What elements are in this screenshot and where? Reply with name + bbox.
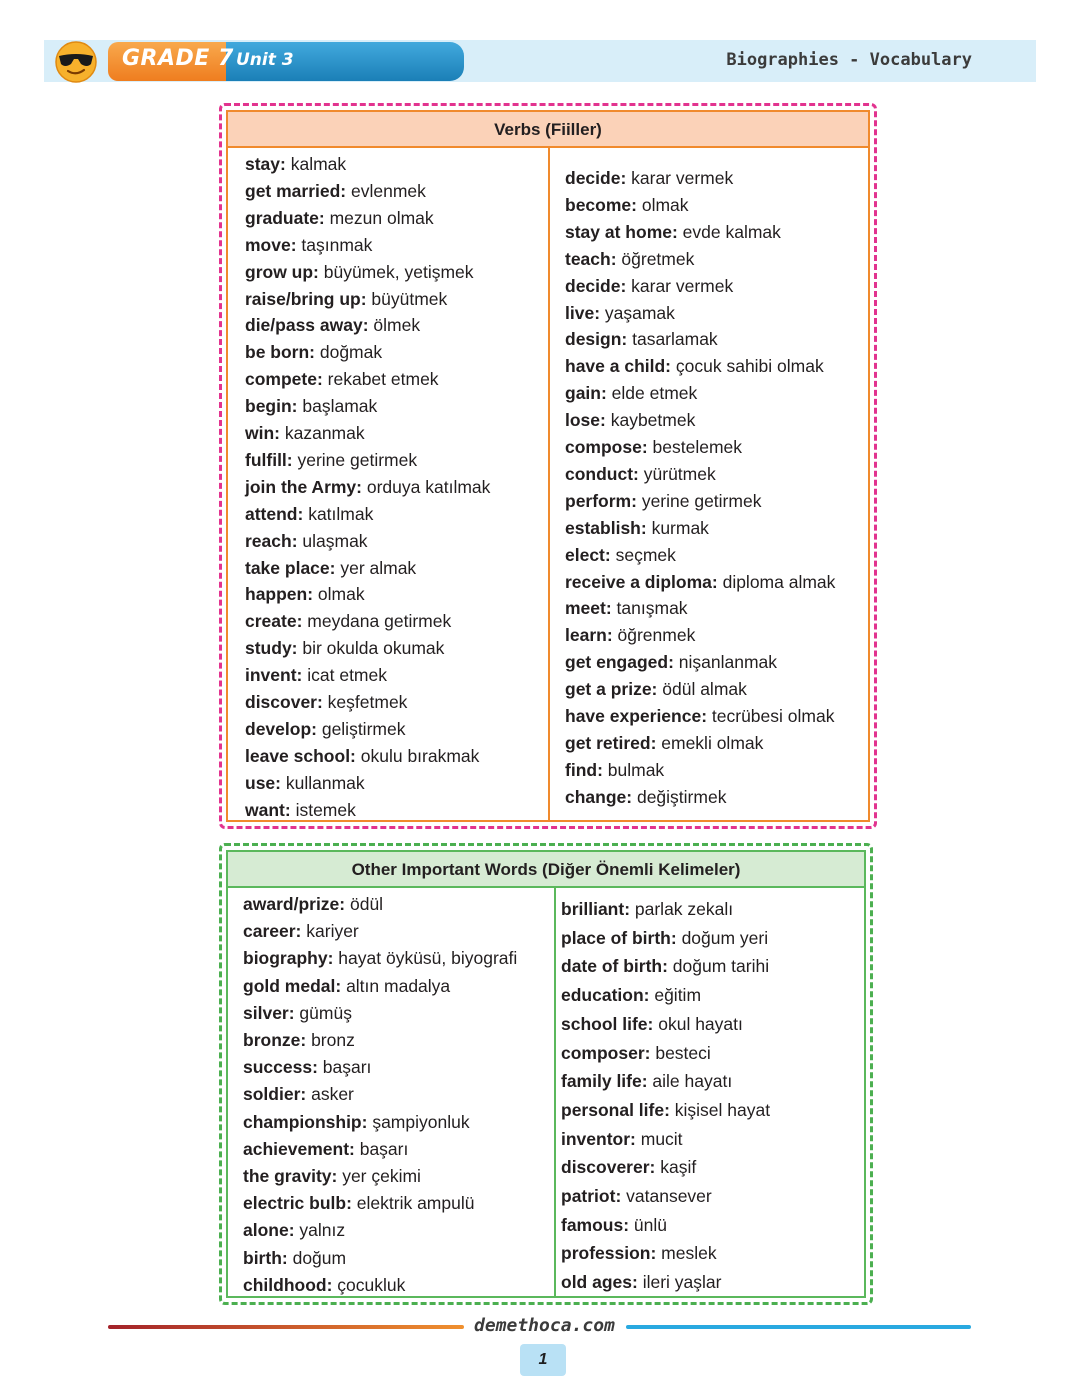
vocab-entry: [243, 1165, 421, 1187]
vocab-translation: evde kalmak: [677, 221, 781, 242]
vocab-term: gold medal:: [243, 975, 342, 996]
vocab-term: achievement:: [243, 1138, 355, 1159]
vocab-translation: geliştirmek: [316, 718, 406, 739]
vocab-term: learn:: [565, 625, 613, 646]
vocab-term: join the Army:: [245, 476, 362, 497]
vocab-term: personal life:: [561, 1099, 670, 1120]
vocab-translation: kariyer: [301, 921, 359, 942]
page-title: Biographies - Vocabulary: [726, 50, 972, 70]
vocab-entry: [565, 167, 733, 189]
vocab-term: develop:: [245, 718, 317, 739]
vocab-entry: [245, 314, 420, 336]
vocab-term: raise/bring up:: [245, 288, 367, 309]
vocab-term: date of birth:: [561, 956, 668, 977]
vocab-entry: [565, 705, 834, 727]
vocab-entry: [245, 503, 373, 525]
vocab-translation: doğum: [287, 1247, 347, 1268]
vocab-translation: ileri yaşlar: [637, 1272, 722, 1293]
vocab-entry: [245, 718, 405, 740]
vocab-translation: ölmek: [368, 315, 421, 336]
vocab-entry: [245, 422, 365, 444]
vocab-term: elect:: [565, 544, 611, 565]
vocab-translation: doğum yeri: [676, 927, 769, 948]
vocab-translation: kalmak: [285, 154, 347, 174]
vocab-term: old ages:: [561, 1272, 638, 1293]
vocab-term: stay at home:: [565, 221, 678, 242]
vocab-entry: [561, 1099, 770, 1121]
vocab-term: alone:: [243, 1220, 295, 1241]
vocab-entry: [245, 288, 447, 310]
vocab-translation: meydana getirmek: [302, 611, 452, 632]
vocab-entry: [245, 691, 407, 713]
vocab-term: famous:: [561, 1214, 630, 1235]
vocab-entry: [561, 1156, 696, 1178]
vocab-translation: yer çekimi: [337, 1166, 421, 1186]
vocab-term: gain:: [565, 383, 607, 404]
vocab-term: profession:: [561, 1243, 657, 1264]
vocab-term: establish:: [565, 517, 647, 538]
vocab-term: compose:: [565, 437, 648, 457]
vocab-entry: [243, 1056, 371, 1078]
vocab-translation: kaybetmek: [605, 410, 696, 431]
vocab-translation: bestelemek: [647, 437, 743, 457]
vocab-translation: diploma almak: [717, 571, 836, 592]
vocab-entry: [561, 1185, 712, 1207]
vocab-term: school life:: [561, 1013, 654, 1034]
vocab-entry: [561, 1242, 717, 1264]
vocab-entry: [565, 571, 835, 593]
vocab-translation: taşınmak: [296, 234, 373, 255]
vocab-term: move:: [245, 234, 297, 255]
vocab-translation: yer almak: [335, 557, 417, 578]
vocab-translation: yaşamak: [600, 302, 675, 323]
vocab-translation: istemek: [290, 799, 356, 820]
vocab-term: die/pass away:: [245, 315, 369, 336]
vocab-translation: eğitim: [649, 985, 702, 1006]
vocab-term: find:: [565, 759, 603, 780]
vocab-entry: [243, 1002, 352, 1024]
vocab-entry: [565, 517, 709, 539]
vocab-entry: [565, 463, 716, 485]
vocab-entry: [565, 759, 664, 781]
vocab-entry: [245, 610, 451, 632]
vocab-term: career:: [243, 921, 302, 942]
vocab-entry: [565, 302, 675, 324]
vocab-translation: şampiyonluk: [367, 1111, 470, 1132]
vocab-translation: doğum tarihi: [667, 956, 770, 977]
vocab-translation: büyümek, yetişmek: [318, 261, 474, 282]
vocab-term: have experience:: [565, 706, 708, 726]
vocab-entry: [245, 395, 377, 417]
vocab-entry: [245, 530, 368, 552]
vocab-translation: ulaşmak: [297, 530, 368, 551]
vocab-translation: aile hayatı: [647, 1071, 733, 1092]
vocab-translation: değiştirmek: [632, 786, 727, 807]
vocab-entry: [565, 624, 695, 646]
vocab-term: attend:: [245, 503, 304, 524]
vocab-entry: [561, 1128, 683, 1150]
vocab-entry: [561, 1214, 667, 1236]
vocab-entry: [245, 557, 416, 579]
vocab-term: compete:: [245, 369, 323, 390]
footer-line-left: [108, 1325, 464, 1329]
page-number: 1: [520, 1344, 566, 1376]
vocab-entry: [243, 893, 383, 915]
vocab-entry: [243, 1219, 345, 1241]
vocab-entry: [245, 341, 382, 363]
vocab-term: childhood:: [243, 1274, 333, 1295]
vocab-translation: asker: [306, 1084, 354, 1105]
vocab-entry: [243, 975, 450, 997]
verbs-table: [226, 110, 870, 822]
vocab-entry: [245, 153, 346, 175]
vocab-translation: seçmek: [610, 544, 676, 565]
grade-label: GRADE 7: [122, 46, 234, 71]
vocab-term: perform:: [565, 490, 637, 511]
vocab-term: reach:: [245, 530, 298, 551]
vocab-translation: öğretmek: [616, 248, 695, 269]
vocab-translation: bir okulda okumak: [297, 638, 445, 659]
vocab-translation: ödül: [345, 894, 384, 914]
vocab-term: birth:: [243, 1247, 288, 1268]
vocab-term: get married:: [245, 180, 347, 201]
vocab-term: the gravity:: [243, 1166, 338, 1186]
vocab-translation: olmak: [313, 584, 365, 605]
vocab-term: have a child:: [565, 356, 672, 377]
vocab-translation: karar vermek: [626, 275, 734, 296]
vocab-term: want:: [245, 799, 291, 820]
vocab-translation: tecrübesi olmak: [707, 706, 835, 726]
vocab-entry: [561, 1042, 711, 1064]
vocab-entry: [565, 194, 689, 216]
vocab-translation: vatansever: [621, 1186, 712, 1206]
vocab-entry: [245, 664, 387, 686]
vocab-term: use:: [245, 772, 281, 793]
vocab-translation: başarı: [354, 1138, 409, 1159]
vocab-entry: [565, 678, 747, 700]
vocab-term: bronze:: [243, 1030, 307, 1050]
vocab-entry: [565, 732, 763, 754]
vocab-term: meet:: [565, 598, 612, 619]
vocab-translation: ödül almak: [657, 679, 747, 700]
vocab-term: leave school:: [245, 745, 356, 766]
vocab-entry: [243, 947, 517, 969]
vocab-term: decide:: [565, 275, 627, 296]
footer-line-right: [626, 1325, 971, 1329]
vocab-term: be born:: [245, 342, 315, 363]
vocab-entry: [561, 927, 768, 949]
verbs-heading: Verbs (Fiiller): [228, 112, 868, 148]
vocab-translation: orduya katılmak: [362, 476, 491, 497]
vocab-translation: bronz: [306, 1030, 355, 1050]
vocab-entry: [561, 1013, 743, 1035]
vocab-translation: evlenmek: [346, 180, 426, 201]
unit-label: Unit 3: [236, 50, 294, 70]
vocab-translation: mucit: [635, 1128, 683, 1149]
vocab-entry: [565, 597, 688, 619]
vocab-term: inventor:: [561, 1128, 636, 1149]
other-words-heading: Other Important Words (Diğer Önemli Kelimeler): [228, 852, 864, 888]
vocab-translation: parlak zekalı: [630, 899, 734, 919]
vocab-translation: nişanlanmak: [673, 652, 778, 673]
vocab-term: electric bulb:: [243, 1193, 352, 1214]
vocab-term: silver:: [243, 1002, 295, 1023]
vocab-translation: başlamak: [297, 396, 378, 417]
vocab-translation: katılmak: [303, 503, 374, 524]
vocab-translation: keşfetmek: [322, 692, 408, 712]
vocab-entry: [565, 651, 777, 673]
vocab-translation: okulu bırakmak: [355, 745, 480, 766]
vocab-term: graduate:: [245, 207, 325, 228]
vocab-translation: olmak: [636, 194, 689, 215]
vocab-translation: rekabet etmek: [322, 369, 439, 390]
vocab-entry: [565, 409, 695, 431]
vocab-term: discoverer:: [561, 1157, 656, 1178]
vocab-entry: [565, 436, 742, 458]
vocab-entry: [565, 544, 676, 566]
vocab-entry: [245, 368, 439, 390]
vocab-translation: yerine getirmek: [292, 449, 418, 470]
vocab-translation: kullanmak: [280, 772, 365, 793]
vocab-entry: [245, 180, 426, 202]
vocab-term: decide:: [565, 168, 627, 188]
vocab-entry: [565, 382, 697, 404]
vocab-entry: [565, 355, 824, 377]
vocab-term: biography:: [243, 948, 334, 969]
vocab-term: change:: [565, 786, 633, 807]
vocab-term: championship:: [243, 1111, 368, 1132]
vocab-term: begin:: [245, 396, 298, 417]
vocab-entry: [565, 221, 781, 243]
vocab-term: win:: [245, 423, 280, 443]
vocab-entry: [243, 1247, 346, 1269]
vocab-term: happen:: [245, 584, 314, 605]
vocab-term: create:: [245, 611, 303, 632]
vocab-entry: [243, 920, 359, 942]
vocab-term: place of birth:: [561, 927, 677, 948]
vocab-translation: mezun olmak: [324, 207, 434, 228]
vocab-term: get retired:: [565, 732, 657, 753]
vocab-entry: [245, 261, 474, 283]
vocab-entry: [245, 745, 479, 767]
vocab-entry: [565, 328, 718, 350]
vocab-translation: başarı: [317, 1057, 372, 1078]
vocab-translation: altın madalya: [341, 975, 451, 996]
vocab-term: award/prize:: [243, 894, 346, 914]
vocab-translation: gümüş: [294, 1002, 352, 1023]
vocab-translation: yerine getirmek: [636, 490, 762, 511]
vocab-term: grow up:: [245, 261, 319, 282]
vocab-term: lose:: [565, 410, 606, 431]
vocab-entry: [561, 1070, 732, 1092]
vocab-translation: bulmak: [602, 759, 665, 780]
vocab-translation: emekli olmak: [656, 732, 764, 753]
vocab-translation: icat etmek: [302, 665, 387, 686]
vocab-translation: doğmak: [315, 342, 383, 363]
vocab-term: teach:: [565, 248, 617, 269]
vocab-translation: öğrenmek: [612, 625, 696, 646]
column-divider: [554, 888, 556, 1298]
vocab-translation: kurmak: [646, 517, 709, 538]
vocab-entry: [243, 1111, 470, 1133]
vocab-entry: [565, 248, 694, 270]
vocab-term: become:: [565, 194, 637, 215]
vocab-entry: [561, 1271, 721, 1293]
vocab-translation: kişisel hayat: [669, 1099, 771, 1120]
vocab-translation: büyütmek: [366, 288, 448, 309]
vocab-term: get engaged:: [565, 652, 674, 673]
vocab-entry: [565, 786, 726, 808]
vocab-translation: çocukluk: [332, 1274, 406, 1295]
vocab-entry: [565, 275, 733, 297]
vocab-translation: tasarlamak: [627, 329, 718, 350]
vocab-term: invent:: [245, 665, 303, 686]
column-divider: [548, 148, 550, 822]
vocab-entry: [243, 1029, 355, 1051]
vocab-entry: [243, 1138, 408, 1160]
vocab-entry: [565, 490, 761, 512]
vocab-translation: elde etmek: [606, 383, 698, 404]
vocab-term: stay:: [245, 154, 286, 174]
vocab-entry: [245, 476, 490, 498]
vocab-term: patriot:: [561, 1186, 622, 1206]
vocab-entry: [561, 984, 701, 1006]
vocab-term: conduct:: [565, 463, 639, 484]
vocab-term: family life:: [561, 1071, 648, 1092]
vocab-entry: [243, 1083, 354, 1105]
vocab-translation: karar vermek: [626, 168, 734, 188]
vocab-translation: elektrik ampulü: [351, 1193, 475, 1214]
vocab-entry: [243, 1274, 405, 1296]
vocab-translation: yürütmek: [638, 463, 716, 484]
vocab-translation: ünlü: [629, 1214, 668, 1235]
vocab-entry: [245, 449, 417, 471]
vocab-entry: [245, 234, 372, 256]
vocab-term: education:: [561, 985, 650, 1006]
vocab-term: fulfill:: [245, 449, 293, 470]
vocab-term: design:: [565, 329, 628, 350]
vocab-translation: besteci: [650, 1042, 711, 1063]
vocab-entry: [243, 1192, 474, 1214]
vocab-translation: kazanmak: [280, 423, 365, 443]
vocab-translation: tanışmak: [611, 598, 688, 619]
vocab-term: composer:: [561, 1042, 651, 1063]
vocab-entry: [245, 799, 356, 821]
vocab-translation: kaşif: [655, 1157, 697, 1178]
vocab-term: get a prize:: [565, 679, 658, 700]
vocab-term: success:: [243, 1057, 318, 1078]
vocab-translation: okul hayatı: [653, 1013, 743, 1034]
vocab-term: soldier:: [243, 1084, 307, 1105]
vocab-term: study:: [245, 638, 298, 659]
vocab-translation: hayat öyküsü, biyografi: [333, 948, 518, 969]
vocab-entry: [245, 207, 434, 229]
sunglasses-emoji-icon: [54, 40, 98, 84]
vocab-entry: [561, 955, 769, 977]
vocab-term: live:: [565, 302, 601, 323]
footer-site: demethoca.com: [474, 1315, 615, 1336]
vocab-translation: meslek: [656, 1243, 717, 1264]
vocab-term: take place:: [245, 557, 336, 578]
vocab-entry: [561, 898, 733, 920]
vocab-term: receive a diploma:: [565, 571, 718, 592]
vocab-translation: yalnız: [294, 1220, 346, 1241]
vocab-entry: [245, 637, 444, 659]
vocab-term: discover:: [245, 692, 323, 712]
vocab-entry: [245, 583, 365, 605]
vocab-term: brilliant:: [561, 899, 631, 919]
other-words-table: [226, 850, 866, 1298]
vocab-entry: [245, 772, 365, 794]
vocab-translation: çocuk sahibi olmak: [671, 356, 824, 377]
